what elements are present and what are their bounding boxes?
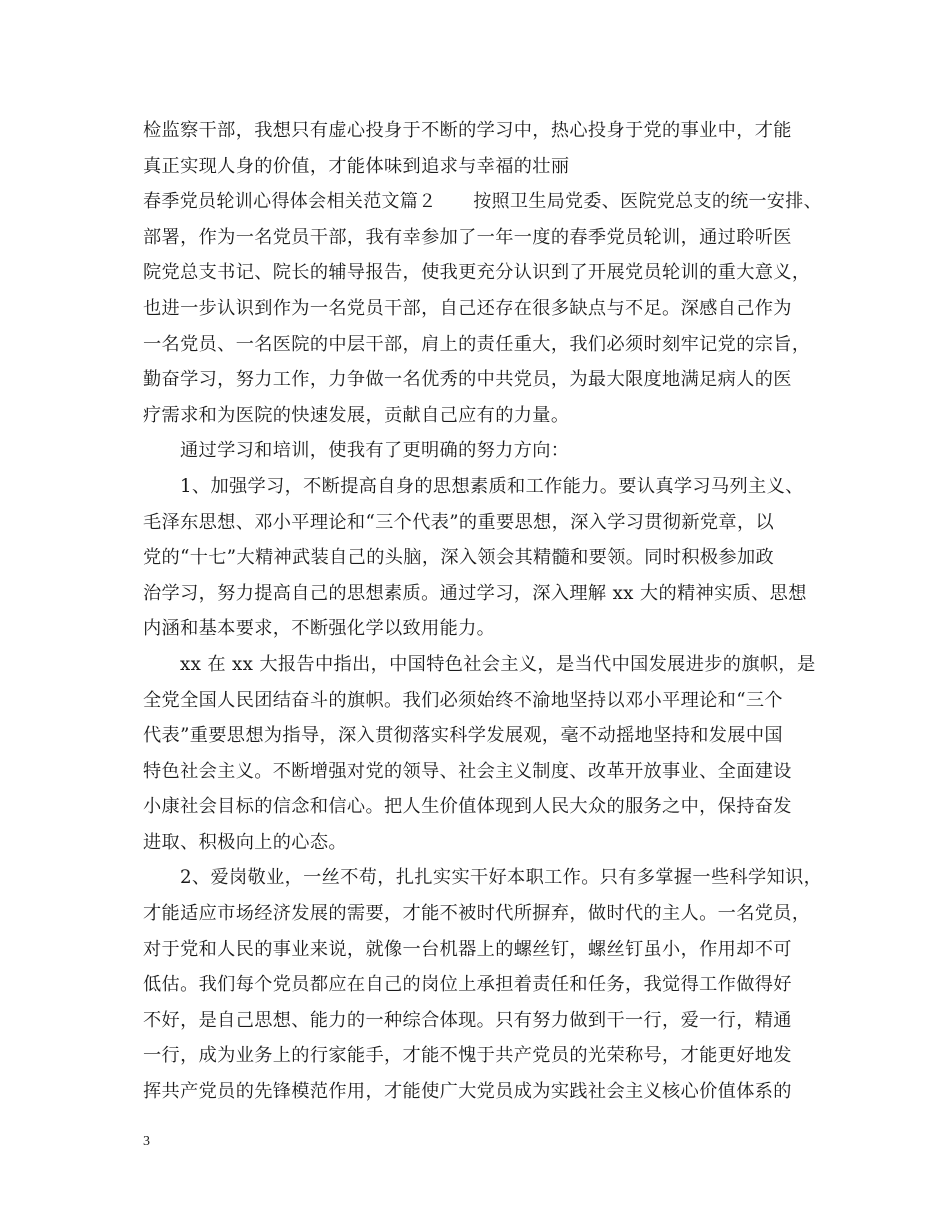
text-line: 代表”重要思想为指导，深入贯彻落实科学发展观，毫不动摇地坚持和发展中国	[143, 725, 783, 747]
page-number: 3	[143, 1134, 150, 1149]
text-line: 也进一步认识到作为一名党员干部，自己还存在很多缺点与不足。深感自己作为	[143, 297, 792, 319]
paragraph-first-line: 通过学习和培训，使我有了更明确的努力方向：	[180, 440, 570, 462]
text-line: 小康社会目标的信念和信心。把人生价值体现到人民大众的服务之中，保持奋发	[143, 796, 792, 818]
text-line: 对于党和人民的事业来说，就像一台机器上的螺丝钉，螺丝钉虽小，作用却不可	[143, 938, 792, 960]
paragraph-first-line: 2、爱岗敬业，一丝不苟，扎扎实实干好本职工作。只有多掌握一些科学知识，	[180, 867, 823, 889]
paragraph-first-line: xx 在 xx 大报告中指出，中国特色社会主义，是当代中国发展进步的旗帜，是	[180, 653, 816, 675]
text-line: 挥共产党员的先锋模范作用，才能使广大党员成为实践社会主义核心价值体系的	[143, 1081, 792, 1103]
text-line: 检监察干部，我想只有虚心投身于不断的学习中，热心投身于党的事业中，才能	[143, 120, 792, 141]
text-line: 全党全国人民团结奋斗的旗帜。我们必须始终不渝地坚持以邓小平理论和“三个	[143, 689, 783, 711]
section-heading-line: 春季党员轮训心得体会相关范文篇２ 按照卫生局党委、医院党总支的统一安排、	[143, 191, 822, 213]
text-line: 才能适应市场经济发展的需要，才能不被时代所摒弃，做时代的主人。一名党员，	[143, 903, 811, 925]
text-line: 一名党员、一名医院的中层干部，肩上的责任重大，我们必须时刻牢记党的宗旨，	[143, 333, 811, 355]
text-line: 进取、积极向上的心态。	[143, 831, 347, 853]
text-line: 党的“十七”大精神武装自己的头脑，深入领会其精髓和要领。同时积极参加政	[143, 547, 775, 569]
text-line: 疗需求和为医院的快速发展，贡献自己应有的力量。	[143, 404, 570, 426]
text-line: 毛泽东思想、邓小平理论和“三个代表”的重要思想，深入学习贯彻新党章，以	[143, 511, 775, 533]
text-line: 院党总支书记、院长的辅导报告，使我更充分认识到了开展党员轮训的重大意义，	[143, 262, 811, 284]
paragraph-first-line: 1、加强学习，不断提高自身的思想素质和工作能力。要认真学习马列主义、	[180, 475, 804, 497]
text-line: 不好，是自己思想、能力的一种综合体现。只有努力做到干一行，爱一行，精通	[143, 1009, 792, 1031]
text-line: 一行，成为业务上的行家能手，才能不愧于共产党员的光荣称号，才能更好地发	[143, 1045, 792, 1067]
text-line: 特色社会主义。不断增强对党的领导、社会主义制度、改革开放事业、全面建设	[143, 760, 792, 782]
text-line: 治学习，努力提高自己的思想素质。通过学习，深入理解 xx 大的精神实质、思想	[143, 582, 807, 604]
body-text	[143, 113, 823, 1110]
text-line: 部署，作为一名党员干部，我有幸参加了一年一度的春季党员轮训，通过聆听医	[143, 226, 792, 248]
text-line: 勤奋学习，努力工作，力争做一名优秀的中共党员，为最大限度地满足病人的医	[143, 369, 792, 391]
text-line: 低估。我们每个党员都应在自己的岗位上承担着责任和任务，我觉得工作做得好	[143, 974, 792, 996]
text-line: 真正实现人身的价值，才能体味到追求与幸福的壮丽	[143, 155, 570, 177]
text-line: 内涵和基本要求，不断强化学以致用能力。	[143, 618, 496, 640]
